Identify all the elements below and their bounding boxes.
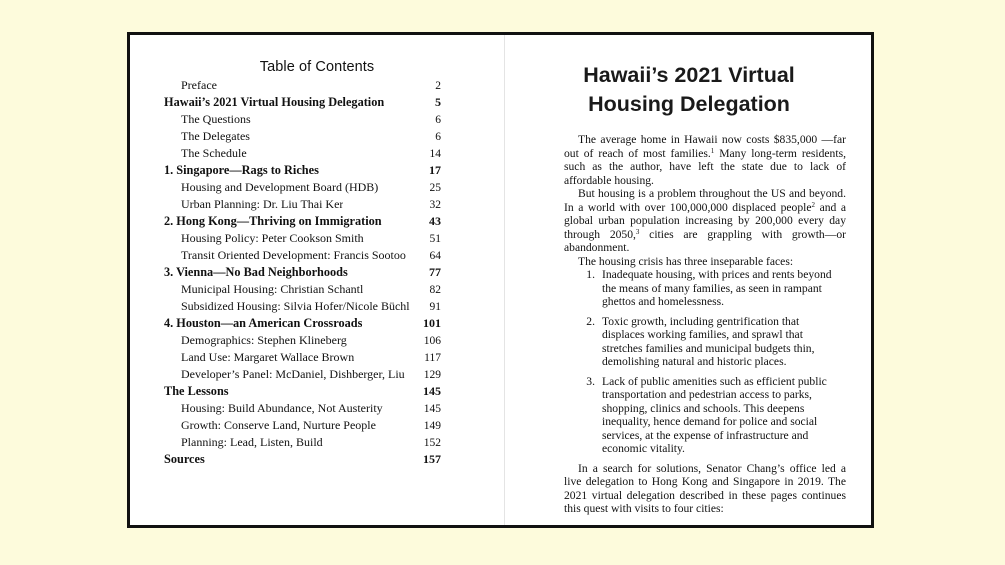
list-item-number: 1. [586,268,595,281]
toc-section-entry [164,298,441,315]
toc-entry-label: Housing: Build Abundance, Not Austerity [181,401,383,415]
toc-entry-label: Growth: Conserve Land, Nurture People [181,418,376,432]
list-item-text: Toxic growth, including gentrification that displaces working families, and sprawl that stretches families and municipal budgets thin, demolishing natural and historic places. [602,314,815,368]
toc-page [130,35,504,525]
toc-entry-page-number: 157 [423,452,441,466]
list-item-text: Lack of public amenities such as efficient public transportation and pedestrian access to parks, shopping, clinics and schools. This deepens inequality, hence demand for police and social services, at the expense of infrastructure and economic vitality. [602,374,827,455]
list-item-number: 2. [586,314,595,328]
toc-section-entry [164,196,441,213]
toc-entry-label: Preface [181,78,217,92]
toc-entry-label: Housing and Development Board (HDB) [181,180,379,194]
toc-entry-label: 2. Hong Kong—Thriving on Immigration [164,214,382,228]
toc-section-entry [164,145,441,162]
toc-entry-label: The Schedule [181,146,247,160]
toc-entry-page-number: 51 [429,233,441,245]
list-item-number: 3. [586,374,595,388]
toc-entry-label: The Lessons [164,384,229,398]
toc-entry-page-number: 149 [423,420,441,432]
toc-entry-page-number: 145 [423,384,441,398]
list-item [564,315,846,369]
toc-entry-page-number: 101 [423,316,441,330]
toc-list [164,77,441,468]
paragraph-3: The housing crisis has three inseparable faces: [578,254,794,268]
toc-entry-page-number: 129 [423,369,441,381]
toc-section-entry [164,77,441,94]
toc-entry-page-number: 6 [435,131,441,143]
paragraph-4: In a search for solutions, Senator Chang’s office led a live delegation to Hong Kong and Singapore in 2019. The 2021 virtual delegation described in these pages continues this quest with visits to four cities: [564,461,846,515]
toc-title: Table of Contents [259,59,375,75]
footnote-ref: 1 [710,146,715,155]
toc-section-entry [164,179,441,196]
chapter-page [505,35,873,525]
toc-chapter-entry [164,162,441,179]
toc-entry-page-number: 6 [435,114,441,126]
toc-entry-label: Developer’s Panel: McDaniel, Dishberger, Liu [181,367,405,381]
toc-section-entry [164,366,441,383]
toc-entry-page-number: 32 [429,199,441,211]
toc-chapter-entry [164,315,441,332]
toc-entry-page-number: 43 [429,214,441,228]
toc-section-entry [164,111,441,128]
toc-entry-page-number: 17 [429,163,441,177]
toc-section-entry [164,281,441,298]
toc-entry-label: 4. Houston—an American Crossroads [164,316,363,330]
toc-section-entry [164,332,441,349]
toc-entry-label: Municipal Housing: Christian Schantl [181,282,364,296]
toc-entry-label: Hawaii’s 2021 Virtual Housing Delegation [164,95,385,109]
toc-entry-label: 1. Singapore—Rags to Riches [164,163,319,177]
toc-entry-label: Demographics: Stephen Klineberg [181,333,347,347]
toc-chapter-entry [164,264,441,281]
toc-section-entry [164,434,441,451]
footnote-ref: 3 [635,227,640,236]
toc-entry-page-number: 82 [429,284,441,296]
toc-entry-page-number: 106 [423,335,441,347]
list-item-text: Inadequate housing, with prices and rents beyond the means of many families, as seen in rampant ghettos and homelessness. [602,268,832,308]
paragraph-1: The average home in Hawaii now costs $835,000 —far out of reach of most families.$^1$ Many long-term residents, such as the author, have left the state due to lack of affordable housing. [564,133,846,187]
chapter-body [564,133,846,516]
toc-entry-label: Urban Planning: Dr. Liu Thai Ker [181,197,344,211]
chapter-title [505,61,873,119]
footnote-ref: 2 [811,200,816,209]
toc-entry-page-number: 2 [435,80,441,92]
toc-entry-page-number: 77 [429,265,441,279]
chapter-title-line1: Hawaii’s 2021 Virtual [583,63,795,87]
toc-entry-label: The Questions [181,112,251,126]
toc-entry-page-number: 91 [429,301,441,313]
toc-section-entry [164,128,441,145]
toc-entry-page-number: 5 [435,95,441,109]
toc-entry-label: The Delegates [181,129,250,143]
toc-entry-page-number: 152 [423,437,441,449]
toc-chapter-entry [164,451,441,468]
toc-entry-page-number: 14 [429,148,441,160]
toc-section-entry [164,400,441,417]
toc-chapter-entry [164,213,441,230]
toc-entry-label: Planning: Lead, Listen, Build [181,435,323,449]
toc-entry-page-number: 64 [429,250,441,262]
toc-entry-label: Subsidized Housing: Silvia Hofer/Nicole Büchl [181,299,410,313]
paragraph-2: But housing is a problem throughout the US and beyond. In a world with over 100,000,000 displaced people$^2$ and a global urban population increasing by 200,000 every day through 2050,$^3$ cities are grappling with growth—or abandonment. [564,187,847,254]
chapter-title-line2: Housing Delegation [588,92,790,116]
toc-section-entry [164,349,441,366]
list-item [564,268,846,309]
toc-section-entry [164,417,441,434]
toc-entry-page-number: 117 [424,352,441,364]
toc-entry-page-number: 25 [429,182,441,194]
toc-entry-label: 3. Vienna—No Bad Neighborhoods [164,265,348,279]
toc-chapter-entry [164,383,441,400]
toc-entry-label: Land Use: Margaret Wallace Brown [181,350,355,364]
toc-entry-page-number: 145 [423,403,441,415]
toc-section-entry [164,230,441,247]
list-item [564,375,846,456]
book-spread [127,32,874,528]
crisis-list [564,268,846,456]
toc-entry-label: Housing Policy: Peter Cookson Smith [181,231,364,245]
toc-entry-label: Sources [164,452,205,466]
toc-section-entry [164,247,441,264]
toc-chapter-entry [164,94,441,111]
toc-entry-label: Transit Oriented Development: Francis Sootoo [181,248,406,262]
